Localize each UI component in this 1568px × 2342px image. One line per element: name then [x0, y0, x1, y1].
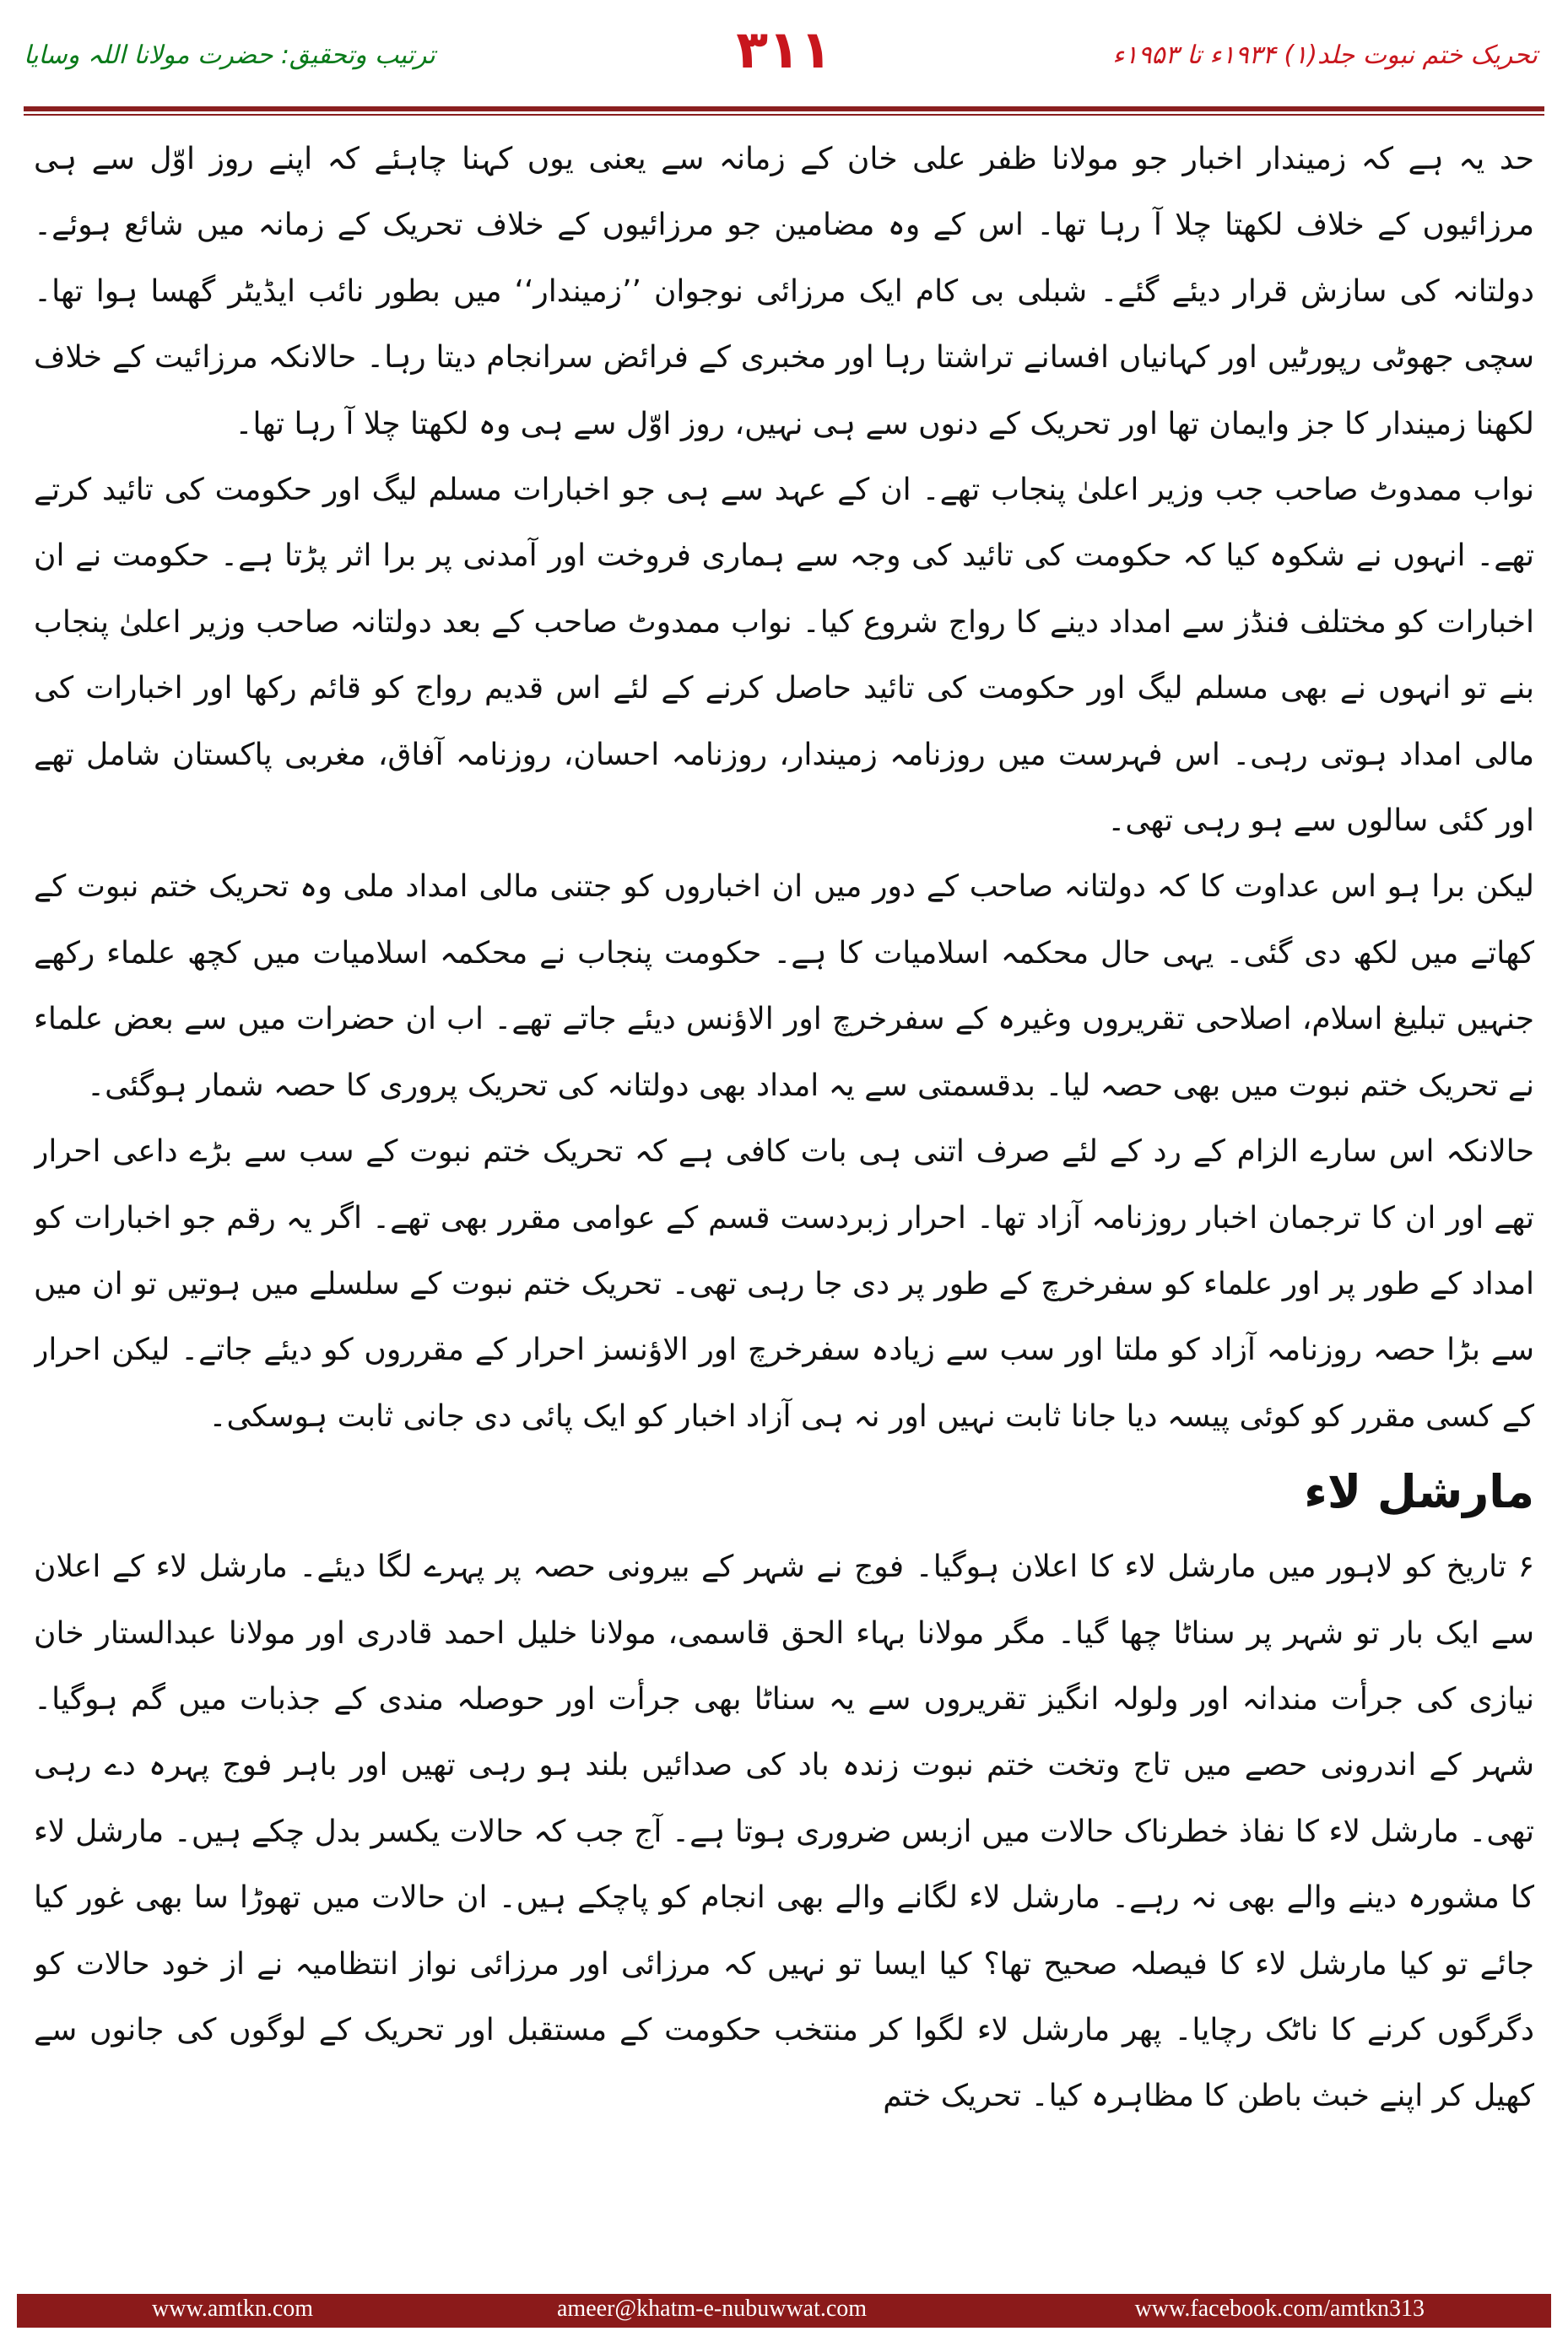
section-paragraph: ۶ تاریخ کو لاہور میں مارشل لاء کا اعلان ہوگیا۔ فوج نے شہر کے بیرونی حصہ پر پہرے لگا دیئے۔ مارشل لاء کے اعلان سے ایک بار تو شہر پر سناٹا چھا گیا۔ مگر مولانا بہاء الحق قاسمی، مولانا خلیل احمد قادری اور مولانا عبدالستار خان نیازی کی جرأت مندانہ اور ولولہ انگیز تقریروں سے یہ سناٹا بھی جرأت اور حوصلہ مندی کے جذبات میں گم ہوگیا۔ شہر کے اندرونی حصے میں تاج وتخت ختم نبوت زندہ باد کی صدائیں بلند ہو رہی تھیں اور باہر فوج پہرہ دے رہی تھی۔ مارشل لاء کا نفاذ خطرناک حالات میں ازبس ضروری ہوتا ہے۔ آج جب کہ حالات یکسر بدل چکے ہیں۔ مارشل لاء کا مشورہ دینے والے بھی نہ رہے۔ مارشل لاء لگانے والے بھی انجام کو پاچکے ہیں۔ ان حالات میں تھوڑا سا بھی غور کیا جائے تو کیا مارشل لاء کا فیصلہ صحیح تھا؟ کیا ایسا تو نہیں کہ مرزائی اور مرزائی نواز انتظامیہ نے از خود حالات کو دگرگوں کرنے کا ناٹک رچایا۔ پھر مارشل لاء لگوا کر منتخب حکومت کے مستقبل اور تحریک کے لوگوں کی جانوں سے کھیل کر اپنے خبث باطن کا مظاہرہ کیا۔ تحریک ختم: [34, 1550, 1534, 2114]
page-footer: [17, 2294, 1551, 2328]
page-header: [0, 0, 1568, 127]
paragraph: حد یہ ہے کہ زمیندار اخبار جو مولانا ظفر علی خان کے زمانہ سے یعنی یوں کہنا چاہئے کہ اپنے روز اوّل سے ہی مرزائیوں کے خلاف لکھتا چلا آ رہا تھا۔ اس کے وہ مضامین جو مرزائیوں کے خلاف تحریک کے زمانہ میں شائع ہوئے۔ دولتانہ کی سازش قرار دیئے گئے۔ شبلی بی کام ایک مرزائی نوجوان ’’زمیندار‘‘ میں بطور نائب ایڈیٹر گھسا ہوا تھا۔ سچی جھوٹی رپورٹیں اور کہانیاں افسانے تراشتا رہا اور مخبری کے فرائض سرانجام دیتا رہا۔ حالانکہ مرزائیت کے خلاف لکھنا زمیندار کا جز وایمان تھا اور تحریک کے دنوں سے ہی نہیں، روز اوّل سے ہی وہ لکھتا چلا آ رہا تھا۔: [34, 142, 1534, 441]
page-body: [34, 127, 1534, 2262]
compiler-credit: ترتیب وتحقیق: حضرت مولانا اللہ وسایا: [24, 41, 435, 70]
paragraph: حالانکہ اس سارے الزام کے رد کے لئے صرف اتنی ہی بات کافی ہے کہ تحریک ختم نبوت کے سب سے بڑے داعی احرار تھے اور ان کا ترجمان اخبار روزنامہ آزاد تھا۔ احرار زبردست قسم کے عوامی مقرر بھی تھے۔ اگر یہ رقم جو اخبارات کو امداد کے طور پر اور علماء کو سفرخرچ کے طور پر دی جا رہی تھی۔ تحریک ختم نبوت کے سلسلے میں ہوتیں تو ان میں سے بڑا حصہ روزنامہ آزاد کو ملتا اور سب سے زیادہ سفرخرچ اور الاؤنسز احرار کے مقرروں کو دیئے جاتے۔ لیکن احرار کے کسی مقرر کو کوئی پیسہ دیا جانا ثابت نہیں اور نہ ہی آزاد اخبار کو ایک پائی دی جانی ثابت ہوسکی۔: [34, 1134, 1534, 1434]
paragraph: لیکن برا ہو اس عداوت کا کہ دولتانہ صاحب کے دور میں ان اخباروں کو جتنی مالی امداد ملی وہ تحریک ختم نبوت کے کھاتے میں لکھ دی گئی۔ یہی حال محکمہ اسلامیات کا ہے۔ حکومت پنجاب نے محکمہ اسلامیات میں کچھ علماء رکھے جنہیں تبلیغ اسلام، اصلاحی تقریروں وغیرہ کے سفرخرچ اور الاؤنس دیئے جاتے تھے۔ اب ان حضرات میں سے بعض علماء نے تحریک ختم نبوت میں بھی حصہ لیا۔ بدقسمتی سے یہ امداد بھی دولتانہ کی تحریک پروری کا حصہ شمار ہوگئی۔: [34, 869, 1534, 1103]
facebook-link[interactable]: www.facebook.com/amtkn313: [1134, 2296, 1425, 2322]
book-title: تحریک ختم نبوت جلد(۱) ۱۹۳۴ء تا ۱۹۵۳ء: [1112, 41, 1538, 70]
paragraph: نواب ممدوٹ صاحب جب وزیر اعلیٰ پنجاب تھے۔ ان کے عہد سے ہی جو اخبارات مسلم لیگ اور حکومت کی تائید کرتے تھے۔ انہوں نے شکوہ کیا کہ حکومت کی تائید کی وجہ سے ہماری فروخت اور آمدنی پر برا اثر پڑتا ہے۔ حکومت نے ان اخبارات کو مختلف فنڈز سے امداد دینے کا رواج شروع کیا۔ نواب ممدوٹ صاحب کے بعد دولتانہ صاحب وزیر اعلیٰ پنجاب بنے تو انہوں نے بھی مسلم لیگ اور حکومت کی تائید حاصل کرنے کے لئے اس قدیم رواج کو قائم رکھا اور اخبارات کی مالی امداد ہوتی رہی۔ اس فہرست میں روزنامہ زمیندار، روزنامہ احسان، روزنامہ آفاق، مغربی پاکستان شامل تھے اور کئی سالوں سے ہو رہی تھی۔: [34, 473, 1534, 839]
email-link[interactable]: ameer@khatm-e-nubuwwat.com: [557, 2296, 868, 2322]
website-link[interactable]: www.amtkn.com: [152, 2296, 314, 2322]
header-divider: [24, 106, 1544, 111]
header-divider-thin: [24, 114, 1544, 116]
page-number: ۳۱۱: [736, 19, 832, 80]
section-heading: مارشل لاء: [1304, 1465, 1534, 1519]
